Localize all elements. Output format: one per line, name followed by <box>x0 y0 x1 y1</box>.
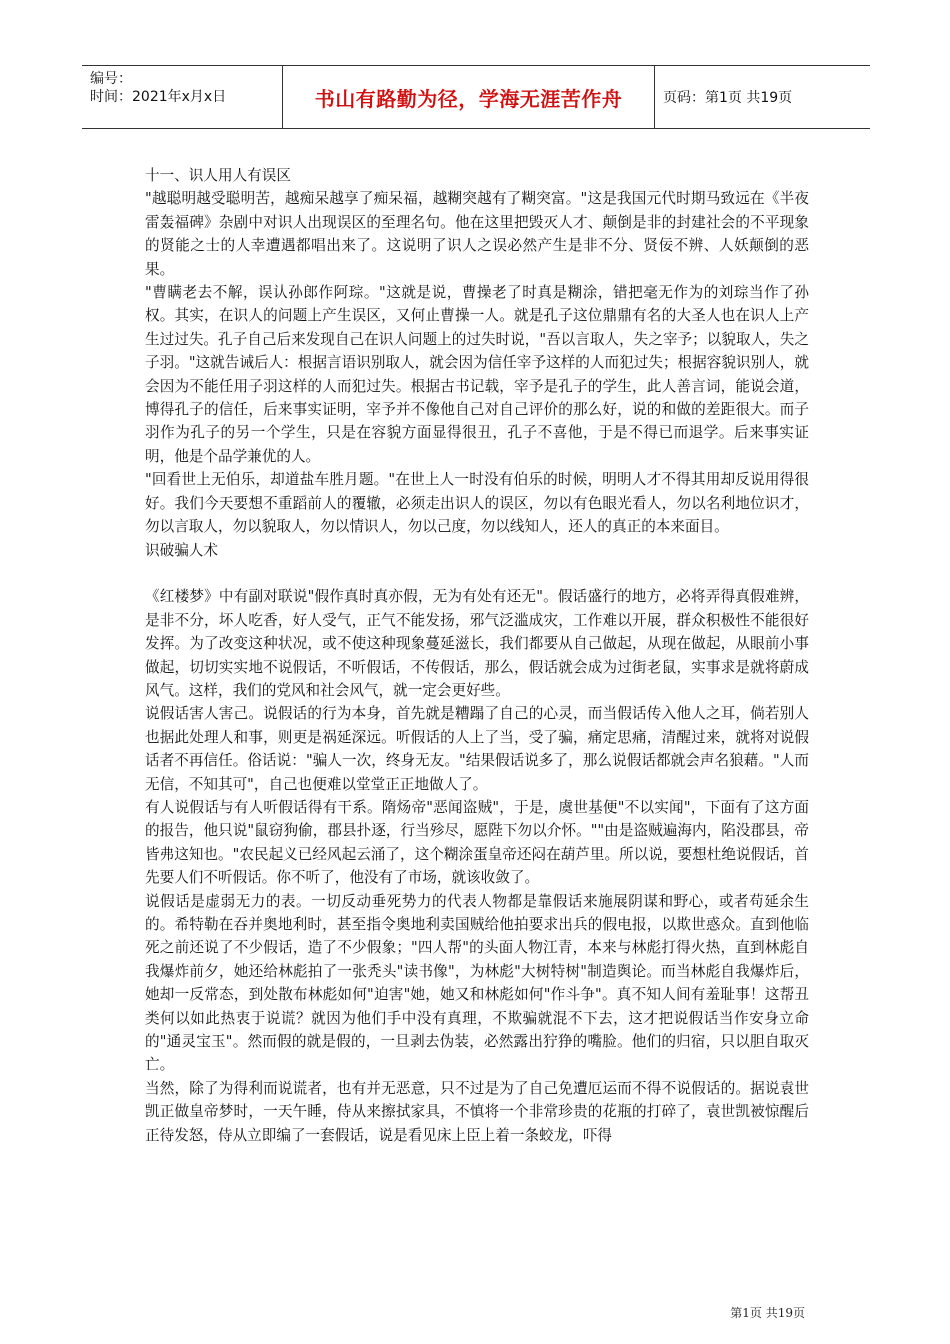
paragraph: 《红楼梦》中有副对联说"假作真时真亦假，无为有处有还无"。假话盛行的地方，必将弄得真假难辨，是非不分，坏人吃香，好人受气，正气不能发扬，邪气泛滥成灾，工作难以开展，群众积极性不能很好发挥。为了改变这种状况，或不使这种现象蔓延滋长，我们都要从自己做起，从现在做起，从眼前小事做起，切切实实地不说假话，不听假话，不传假话，那么，假话就会成为过街老鼠，实事求是就将蔚成风气。这样，我们的党风和社会风气，就一定会更好些。 <box>145 588 809 699</box>
header-meta <box>82 66 282 128</box>
paragraph: "越聪明越受聪明苦，越痴呆越享了痴呆福，越糊突越有了糊突富。"这是我国元代时期马致远在《半夜雷轰福碑》杂剧中对识人出现误区的至理名句。他在这里把毁灭人才、颠倒是非的封建社会的不平现象的贤能之士的人幸遭遇都唱出来了。这说明了识人之误必然产生是非不分、贤佞不辨、人妖颠倒的恶果。 <box>145 190 809 278</box>
time-label: 时间：2021年x月x日 <box>90 89 227 105</box>
paragraph: 说假话害人害己。说假话的行为本身，首先就是糟蹋了自己的心灵，而当假话传入他人之耳，倘若别人也据此处理人和事，则更是祸延深远。听假话的人上了当，受了骗，痛定思痛，清醒过来，就将对说假话者不再信任。俗话说："骗人一次，终身无友。"结果假话说多了，那么说假话都就会声名狼藉。"人而无信，不知其可"，自己也便难以堂堂正正地做人了。 <box>145 705 809 793</box>
page-header <box>82 65 870 129</box>
number-label: 编号： <box>90 71 132 87</box>
footer-page-number: 第1页 共19页 <box>730 1306 805 1320</box>
paragraph: "曹瞒老去不解，误认孙郎作阿琮。"这就是说，曹操老了时真是糊涂，错把毫无作为的刘琮当作了孙权。其实，在识人的问题上产生误区，又何止曹操一人。就是孔子这位鼎鼎有名的大圣人也在识人上产生过过失。孔子自己后来发现自己在识人问题上的过失时说，"吾以言取人，失之宰予；以貌取人，失之子羽。"这就告诫后人：根据言语识别取人，就会因为信任宰予这样的人而犯过失；根据容貌识别人，就会因为不能任用子羽这样的人而犯过失。根据古书记载，宰予是孔子的学生，此人善言词，能说会道，博得孔子的信任，后来事实证明，宰予并不像他自己对自己评价的那么好，说的和做的差距很大。而子羽作为孔子的另一个学生，只是在容貌方面显得很丑，孔子不喜他，于是不得已而退学。后来事实证明，他是个品学兼优的人。 <box>145 284 809 465</box>
paragraph: 说假话是虚弱无力的表。一切反动垂死势力的代表人物都是靠假话来施展阴谋和野心，或者苟延余生的。希特勒在吞并奥地利时，甚至指令奥地利卖国贼给他拍要求出兵的假电报，以欺世惑众。直到他临死之前还说了不少假话，造了不少假象；"四人帮"的头面人物江青，本来与林彪打得火热，直到林彪自我爆炸前夕，她还给林彪拍了一张秃头"读书像"，为林彪"大树特树"制造舆论。而当林彪自我爆炸后，她却一反常态，到处散布林彪如何"迫害"她，她又和林彪如何"作斗争"。真不知人间有羞耻事！这帮丑类何以如此热衷于说谎？就因为他们手中没有真理，不欺骗就混不下去，这才把说假话当作安身立命的"通灵宝玉"。然而假的就是假的，一旦剥去伪装，必然露出狞狰的嘴脸。他们的归宿，只以胆自取灭亡。 <box>145 892 809 1074</box>
paragraph: "回看世上无伯乐，却道盐车胜月题。"在世上人一时没有伯乐的时候，明明人才不得其用却反说用得很好。我们今天要想不重蹈前人的覆辙，必须走出识人的误区，勿以有色眼光看人，勿以名利地位识才，勿以言取人，勿以貌取人，勿以情识人，勿以己度，勿以线知人，还人的真正的本来面目。 <box>145 471 809 536</box>
section-heading: 识破骗人术 <box>145 541 218 559</box>
page-label: 页码：第1页 共19页 <box>663 90 793 106</box>
header-motto-cell <box>282 66 655 128</box>
document-body <box>145 164 809 1147</box>
header-page-cell <box>655 66 870 128</box>
paragraph: 有人说假话与有人听假话得有干系。隋炀帝"恶闻盗贼"，于是，虞世基便"不以实闻"，下面有了这方面的报告，他只说"鼠窃狗偷，郡县扑逐，行当殄尽，愿陛下勿以介怀。""由是盗贼遍海内，陷没郡县，帝皆弗这知也。"农民起义已经风起云涌了，这个糊涂蛋皇帝还闷在葫芦里。所以说，要想杜绝说假话，首先要人们不听假话。你不听了，他没有了市场，就该收敛了。 <box>145 798 809 887</box>
page-footer <box>730 1304 805 1321</box>
section-heading: 十一、识人用人有误区 <box>145 167 291 184</box>
blank-line <box>145 562 809 585</box>
motto-text: 书山有路勤为径，学海无涯苦作舟 <box>314 86 623 111</box>
paragraph: 当然，除了为得利而说谎者，也有并无恶意，只不过是为了自己免遭厄运而不得不说假话的。据说袁世凯正做皇帝梦时，一天午睡，侍从来擦拭家具，不慎将一个非常珍贵的花瓶的打碎了，袁世凯被惊醒后正待发怒，侍从立即编了一套假话，说是看见床上臣上着一条蛟龙，吓得 <box>145 1079 809 1144</box>
